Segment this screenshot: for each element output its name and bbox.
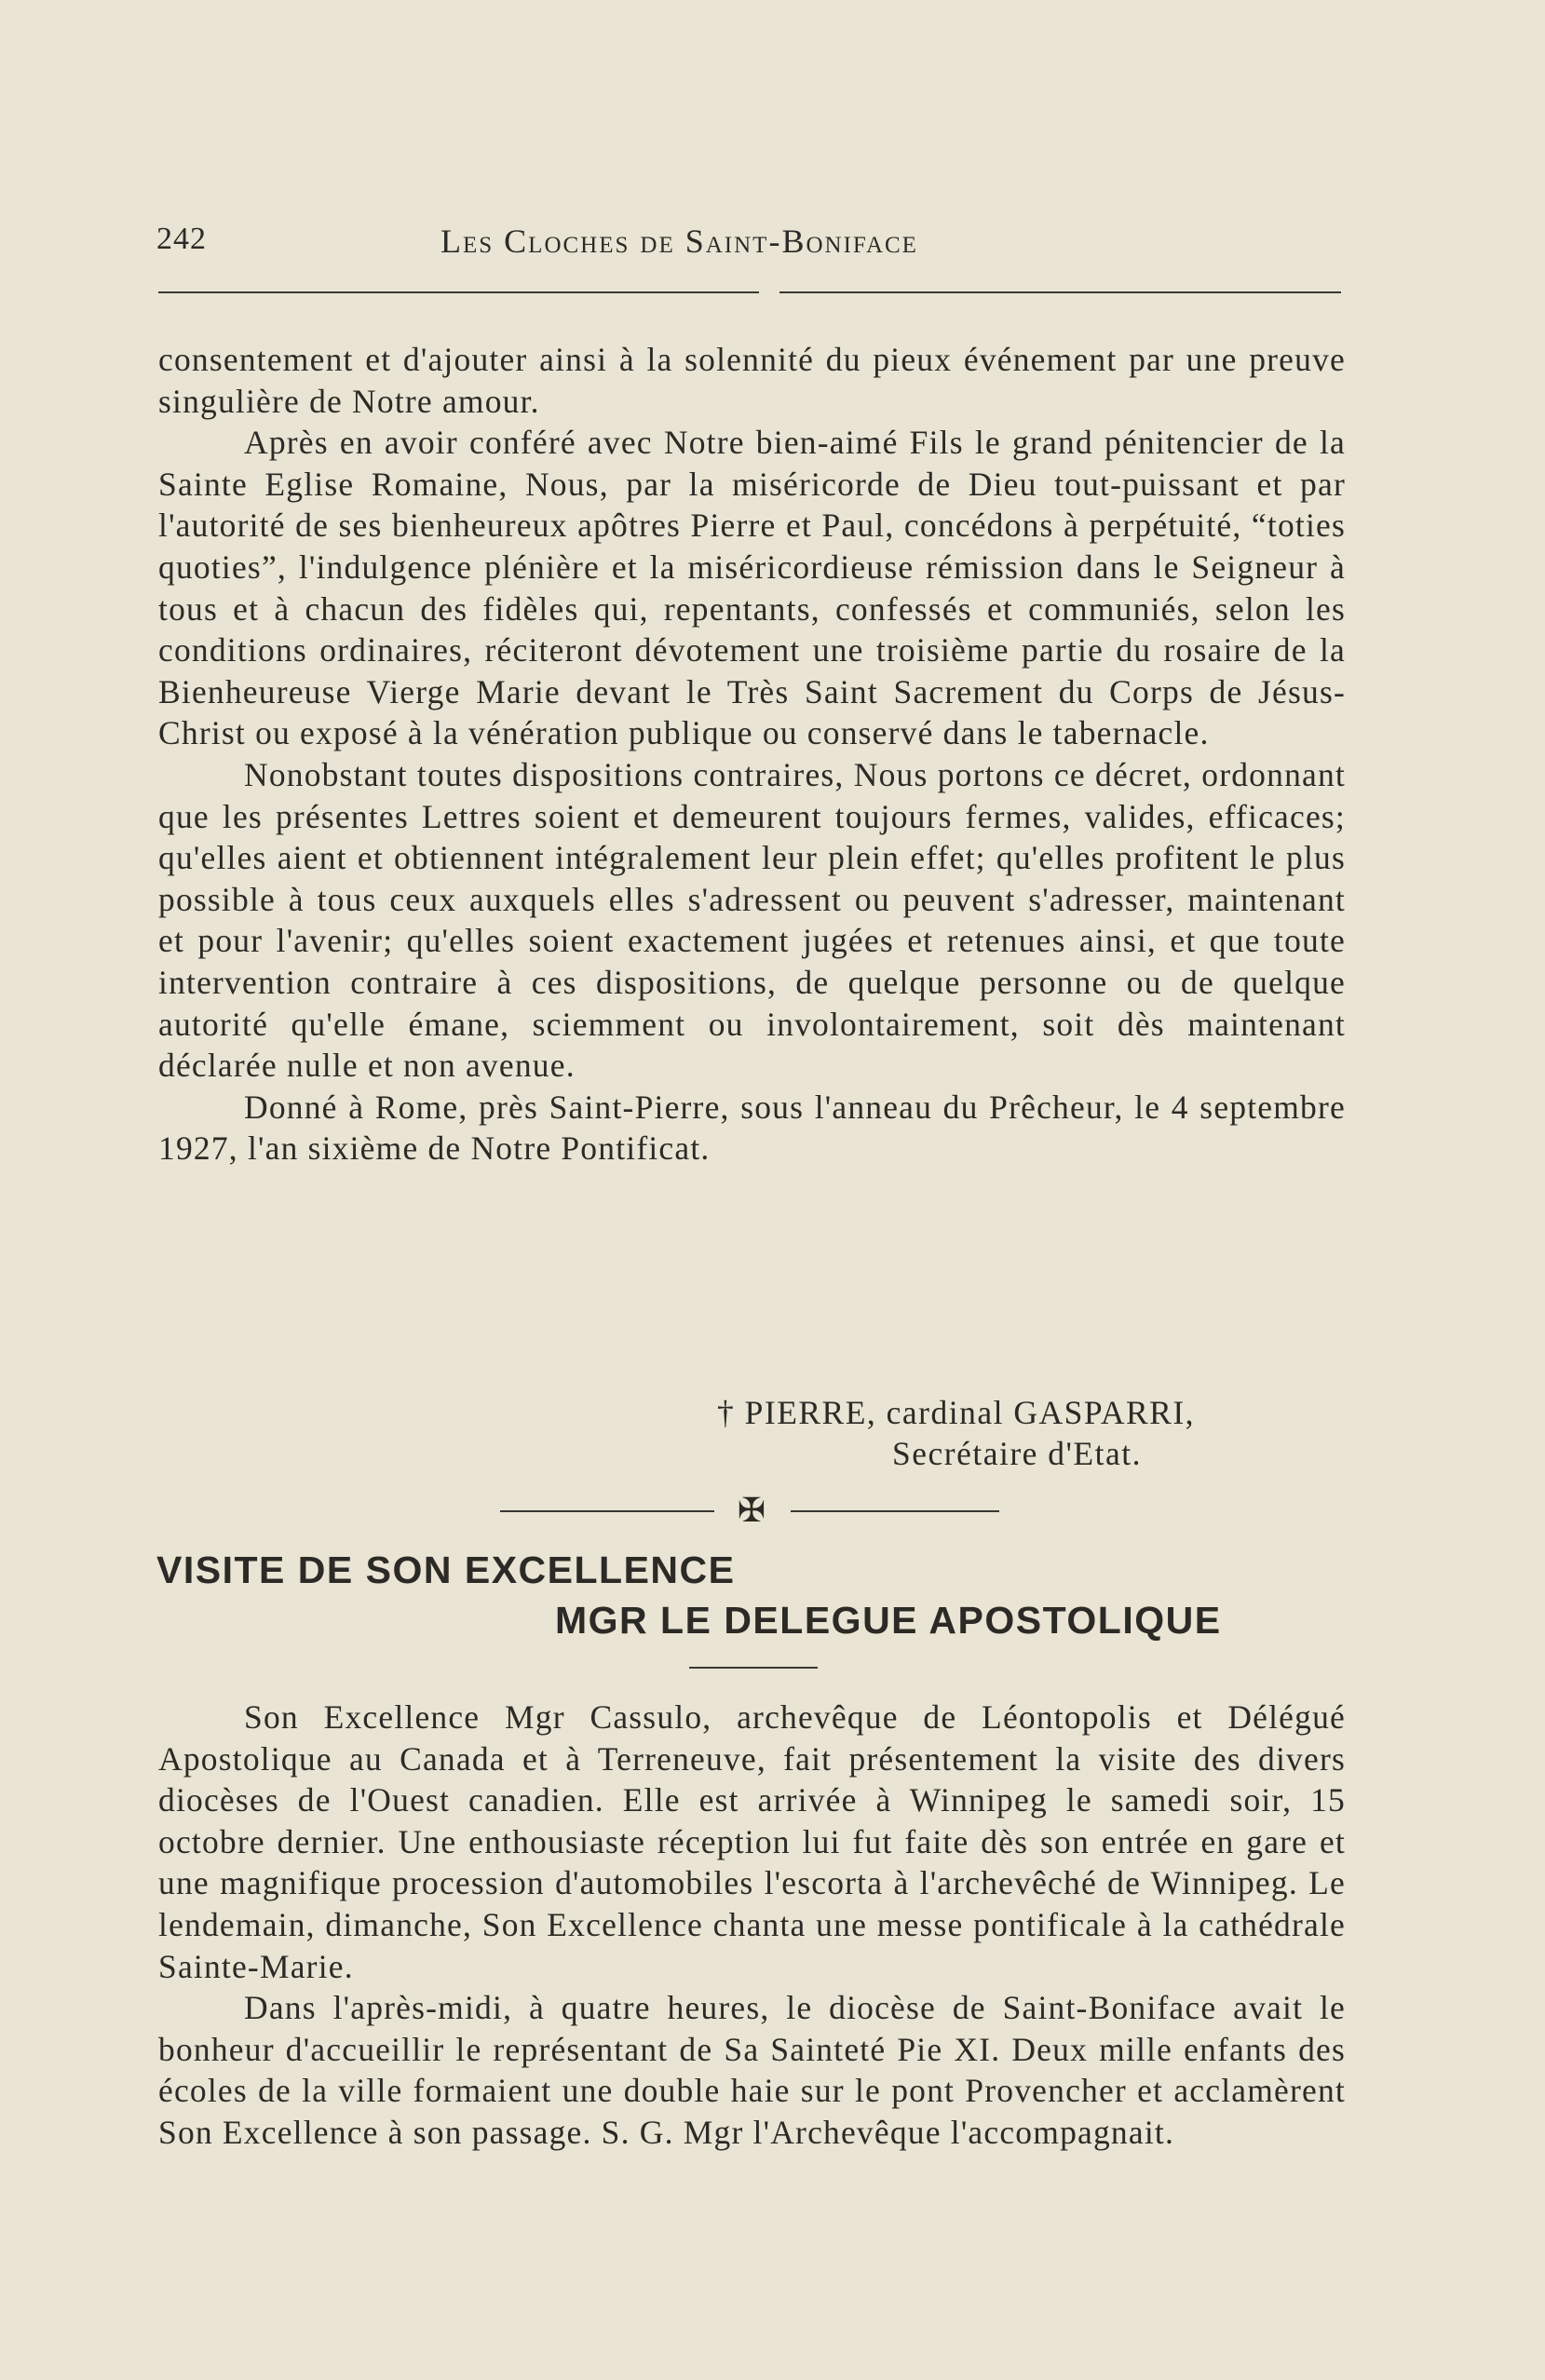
maltese-cross-icon: ✠ (737, 1492, 766, 1529)
signature-name: † PIERRE, cardinal GASPARRI, (717, 1394, 1196, 1431)
article-title-line1: VISITE DE SON EXCELLENCE (156, 1548, 736, 1591)
decree-paragraph: Donné à Rome, près Saint-Pierre, sous l'anneau du Prêcheur, le 4 septembre 1927, l'an sixième de Notre Pontificat. (158, 1088, 1346, 1168)
running-title: Les Cloches de Saint-Boniface (440, 223, 918, 260)
page-number: 242 (156, 222, 207, 256)
header-rule (158, 291, 1341, 293)
article-paragraph: Dans l'après-midi, à quatre heures, le diocèse de Saint-Boniface avait le bonheur d'accueillir le représentant de Sa Sainteté Pie XI. Deux mille enfants des écoles de la ville formaient une double haie sur le pont Provencher et acclamèrent Son Excellence à son passage. S. G. Mgr l'Archevêque l'accompagnait. (158, 1989, 1346, 2151)
divider-rule-left (500, 1510, 714, 1512)
article-paragraph: Son Excellence Mgr Cassulo, archevêque de Léontopolis et Délégué Apostolique au Canada et à Terreneuve, fait présentement la visite des divers diocèses de l'Ouest canadien. Elle est arrivée à Winnipeg le samedi soir, 15 octobre dernier. Une enthousiaste réception lui fut faite dès son entrée en gare et une magnifique procession d'automobiles l'escorta à l'archevêché de Winnipeg. Le lendemain, dimanche, Son Excellence chanta une messe pontificale à la cathédrale Sainte-Marie. (158, 1698, 1346, 1985)
article-text (158, 1697, 1346, 2154)
decree-paragraph: consentement et d'ajouter ainsi à la solennité du pieux événement par une preuve singulière de Notre amour. (158, 341, 1346, 420)
article-title-line2: MGR LE DELEGUE APOSTOLIQUE (555, 1599, 1222, 1642)
decree-paragraph: Après en avoir conféré avec Notre bien-aimé Fils le grand pénitencier de la Sainte Eglise Romaine, Nous, par la miséricorde de Dieu tout-puissant et par l'autorité de ses bienheureux apôtres Pierre et Paul, concédons à perpétuité, “toties quoties”, l'indulgence plénière et la miséricordieuse rémission dans le Seigneur à tous et à chacun des fidèles qui, repentants, confessés et communiés, selon les conditions ordinaires, réciteront dévotement une troisième partie du rosaire de la Bienheureuse Vierge Marie devant le Très Saint Sacrement du Corps de Jésus-Christ ou exposé à la vénération publique ou conservé dans le tabernacle. (158, 424, 1346, 752)
signature-title: Secrétaire d'Etat. (892, 1435, 1142, 1472)
decree-paragraph: Nonobstant toutes dispositions contraires, Nous portons ce décret, ordonnant que les présentes Lettres soient et demeurent toujours fermes, valides, efficaces; qu'elles aient et obtiennent intégralement leur plein effet; qu'elles profitent le plus possible à tous ceux auxquels elles s'adressent ou peuvent s'adresser, maintenant et pour l'avenir; qu'elles soient exactement jugées et retenues ainsi, et que toute intervention contraire à ces dispositions, de quelque personne ou de quelque autorité qu'elle émane, sciemment ou involontairement, soit dès maintenant déclarée nulle et non avenue. (158, 755, 1346, 1085)
signature-block (717, 1392, 1195, 1474)
page-header (156, 222, 1348, 268)
title-underline (689, 1667, 818, 1669)
section-divider (500, 1492, 999, 1529)
decree-text (158, 339, 1346, 1170)
divider-rule-right (791, 1510, 999, 1512)
